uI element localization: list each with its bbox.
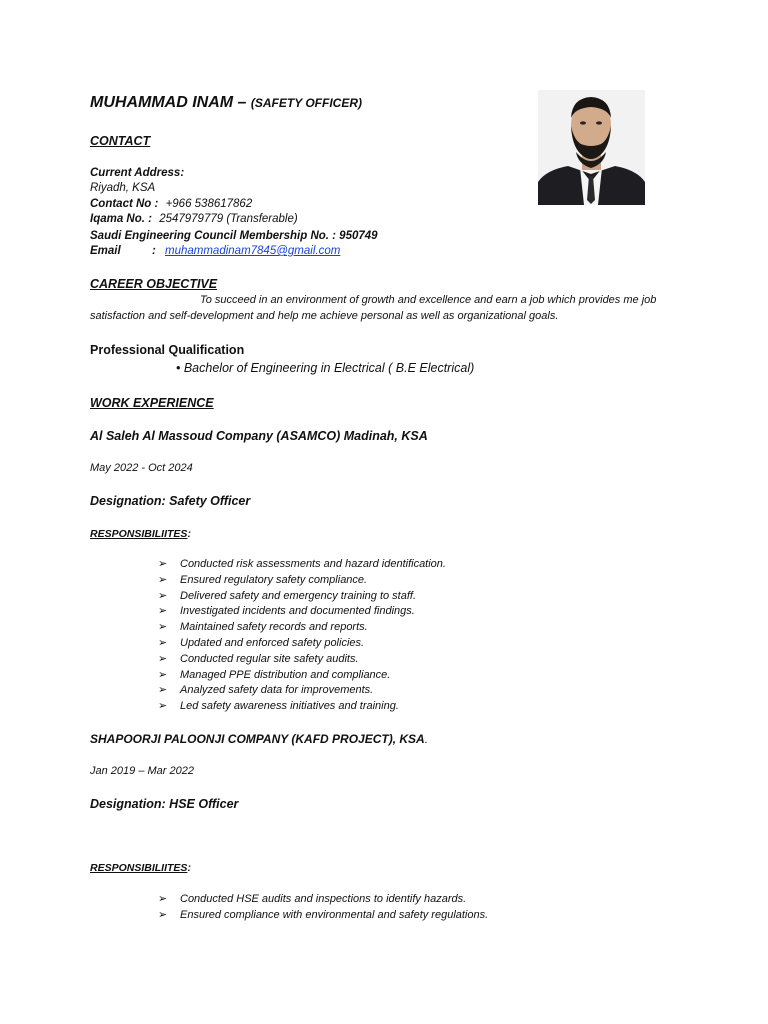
list-item: ➢ Ensured compliance with environmental and safety regulations. bbox=[158, 908, 488, 924]
list-item: ➢ Ensured regulatory safety compliance. bbox=[158, 573, 446, 589]
list-item: ➢ Investigated incidents and documented findings. bbox=[158, 604, 446, 620]
iqama-value: 2547979779 (Transferable) bbox=[159, 213, 298, 225]
arrowhead-bullet-icon: ➢ bbox=[158, 668, 168, 681]
career-objective-heading: CAREER OBJECTIVE bbox=[90, 277, 218, 291]
arrowhead-bullet-icon: ➢ bbox=[158, 636, 168, 649]
email-colon: : bbox=[152, 245, 156, 257]
email-row bbox=[90, 245, 341, 257]
profile-photo bbox=[538, 90, 645, 205]
objective-line-2: satisfaction and self-development and help me achieve personal as well as organizational goals. bbox=[90, 310, 559, 322]
list-item: ➢ Updated and enforced safety policies. bbox=[158, 636, 446, 652]
job1-dates: May 2022 - Oct 2024 bbox=[90, 462, 193, 474]
portrait-image bbox=[538, 90, 645, 205]
qualification-heading: Professional Qualification bbox=[90, 343, 245, 357]
arrowhead-bullet-icon: ➢ bbox=[158, 573, 168, 586]
arrowhead-bullet-icon: ➢ bbox=[158, 621, 168, 634]
email-link[interactable]: muhammadinam7845@gmail.com bbox=[165, 245, 341, 257]
candidate-name-line bbox=[90, 94, 362, 112]
job1-designation: Designation: Safety Officer bbox=[90, 494, 251, 508]
address-value: Riyadh, KSA bbox=[90, 182, 156, 194]
iqama-row bbox=[90, 213, 298, 225]
job2-responsibilities-list bbox=[158, 892, 488, 924]
name-dash: – bbox=[233, 94, 251, 111]
candidate-name: MUHAMMAD INAM bbox=[90, 94, 234, 111]
job2-company: SHAPOORJI PALOONJI COMPANY (KAFD PROJECT), KSA bbox=[90, 732, 425, 746]
job2-company-line bbox=[90, 732, 428, 746]
list-item: ➢ Conducted risk assessments and hazard identification. bbox=[158, 557, 446, 573]
job2-resp-label: RESPONSIBILIITES bbox=[90, 862, 188, 874]
job2-responsibilities-heading bbox=[90, 862, 191, 874]
list-item: ➢ Analyzed safety data for improvements. bbox=[158, 683, 446, 699]
address-label: Current Address: bbox=[90, 167, 185, 179]
arrowhead-bullet-icon: ➢ bbox=[158, 908, 168, 921]
arrowhead-bullet-icon: ➢ bbox=[158, 605, 168, 618]
job1-resp-label: RESPONSIBILIITES bbox=[90, 528, 188, 540]
arrowhead-bullet-icon: ➢ bbox=[158, 700, 168, 713]
list-item: ➢ Maintained safety records and reports. bbox=[158, 620, 446, 636]
work-experience-heading: WORK EXPERIENCE bbox=[90, 396, 214, 410]
phone-label: Contact No : bbox=[90, 198, 159, 210]
contact-heading: CONTACT bbox=[90, 134, 151, 148]
job1-resp-colon: : bbox=[187, 528, 191, 540]
arrowhead-bullet-icon: ➢ bbox=[158, 589, 168, 602]
iqama-label: Iqama No. : bbox=[90, 213, 152, 225]
arrowhead-bullet-icon: ➢ bbox=[158, 652, 168, 665]
objective-line-1: To succeed in an environment of growth and excellence and earn a job which provides me job bbox=[200, 294, 657, 306]
candidate-role: (SAFETY OFFICER) bbox=[250, 96, 363, 110]
arrowhead-bullet-icon: ➢ bbox=[158, 893, 168, 905]
job1-responsibilities-list bbox=[158, 557, 446, 715]
job1-responsibilities-heading bbox=[90, 528, 191, 540]
list-item: ➢ Conducted regular site safety audits. bbox=[158, 652, 446, 668]
email-label: Email bbox=[90, 245, 121, 257]
job2-resp-colon: : bbox=[187, 862, 191, 874]
job2-company-dot: . bbox=[424, 732, 429, 746]
list-item: ➢ Managed PPE distribution and compliance. bbox=[158, 668, 446, 684]
list-item: ➢ Led safety awareness initiatives and training. bbox=[158, 699, 446, 715]
arrowhead-bullet-icon: ➢ bbox=[158, 684, 168, 697]
job1-company: Al Saleh Al Massoud Company (ASAMCO) Madinah, KSA bbox=[90, 429, 428, 443]
job2-designation: Designation: HSE Officer bbox=[90, 797, 239, 811]
job2-dates: Jan 2019 – Mar 2022 bbox=[90, 765, 194, 777]
phone-row bbox=[90, 198, 252, 210]
phone-value: +966 538617862 bbox=[165, 198, 253, 210]
qualification-item: • Bachelor of Engineering in Electrical ( B.E Electrical) bbox=[176, 361, 475, 375]
sec-membership: Saudi Engineering Council Membership No. : 950749 bbox=[90, 230, 378, 242]
list-item: ➢ Delivered safety and emergency training to staff. bbox=[158, 589, 446, 605]
arrowhead-bullet-icon: ➢ bbox=[158, 558, 168, 570]
list-item: ➢ Conducted HSE audits and inspections to identify hazards. bbox=[158, 892, 488, 908]
